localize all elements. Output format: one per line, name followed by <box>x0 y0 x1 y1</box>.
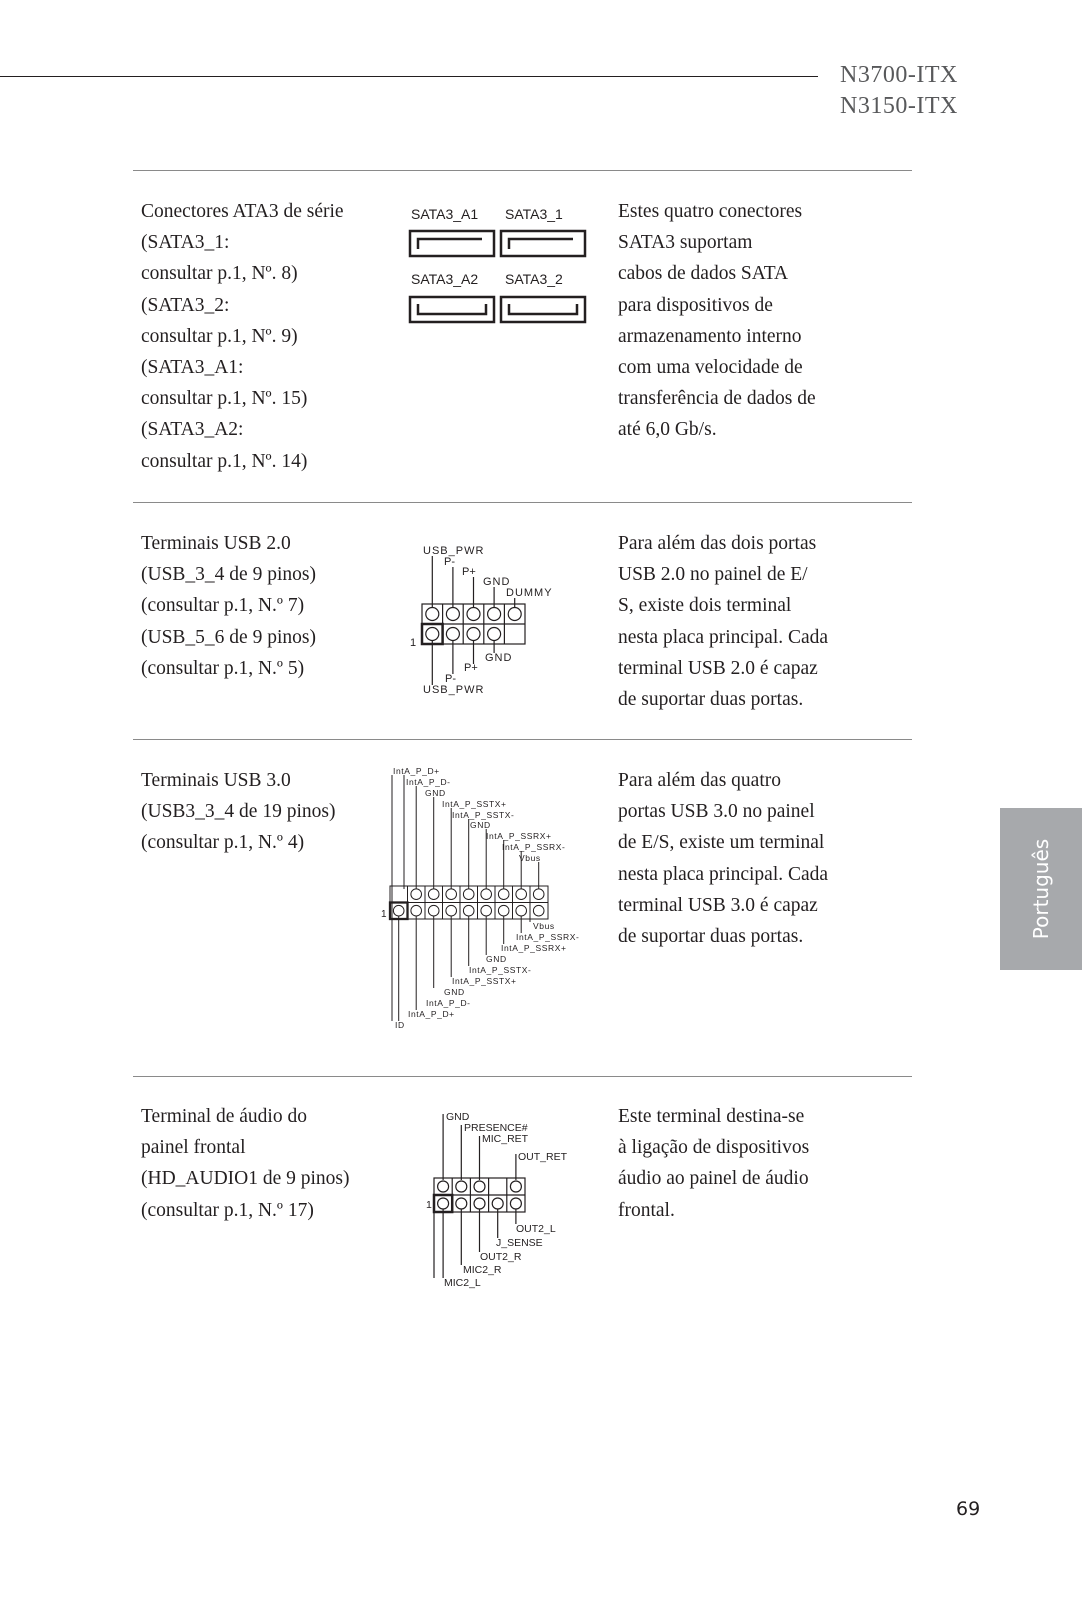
sata-2-connector <box>501 297 585 322</box>
usb2-label: P+ <box>462 566 476 578</box>
sata-a2-label: SATA3_A2 <box>411 271 479 287</box>
section-divider <box>133 502 912 503</box>
language-tab-label: Português <box>1029 838 1054 940</box>
language-tab <box>1000 808 1082 970</box>
header-rule <box>0 76 818 77</box>
sata-a1-label: SATA3_A1 <box>411 206 479 222</box>
sata-1-connector <box>501 231 585 256</box>
usb2-label: GND <box>483 576 511 588</box>
usb2-label: P+ <box>464 662 478 674</box>
usb2-title: Terminais USB 2.0 (USB_3_4 de 9 pinos) (consultar p.1, N.º 7) (USB_5_6 de 9 pinos) (consultar p.1, N.º 5) <box>141 533 316 679</box>
audio-label: GND <box>446 1111 470 1123</box>
usb2-header-diagram <box>400 540 560 704</box>
usb3-label: Vbus <box>519 853 541 863</box>
usb3-label: IntA_P_SSTX- <box>469 965 532 975</box>
pin1-label: 1 <box>381 909 387 920</box>
audio-label: MIC2_L <box>444 1277 481 1289</box>
audio-label: OUT_RET <box>518 1151 568 1163</box>
usb3-title: Terminais USB 3.0 (USB3_3_4 de 19 pinos) (consultar p.1, N.º 4) <box>141 770 336 854</box>
usb3-label: IntA_P_D+ <box>393 766 440 776</box>
usb3-label: GND <box>486 954 507 964</box>
usb2-label: USB_PWR <box>423 545 485 557</box>
usb3-label: IntA_P_D- <box>406 777 451 787</box>
audio-label: OUT2_R <box>480 1251 522 1263</box>
hd-audio-header-diagram <box>420 1108 580 1302</box>
usb3-label: GND <box>470 820 491 830</box>
usb3-label: IntA_P_SSRX+ <box>501 943 567 953</box>
audio-description: Este terminal destina-se à ligação de dispositivos áudio ao painel de áudio frontal. <box>618 1106 810 1221</box>
sata-a2-connector <box>410 297 494 322</box>
usb3-label: ID <box>395 1020 405 1030</box>
usb3-label: IntA_P_SSTX+ <box>452 976 517 986</box>
sata-a1-connector <box>410 231 494 256</box>
usb2-label: P- <box>444 556 455 568</box>
audio-label: MIC2_R <box>463 1264 502 1276</box>
sata-connectors-diagram <box>405 198 595 328</box>
usb3-header-diagram <box>378 765 588 1044</box>
page-number: 69 <box>956 1498 981 1520</box>
usb3-label: GND <box>444 987 465 997</box>
usb2-label: GND <box>485 652 513 664</box>
pin1-label: 1 <box>426 1199 432 1211</box>
sata-description: Estes quatro conectores SATA3 suportam cabos de dados SATA para dispositivos de armazenamento interno com uma velocidade de transferência de dados de até 6,0 Gb/s. <box>618 201 816 441</box>
usb3-label: IntA_P_SSRX+ <box>486 831 552 841</box>
usb2-label: DUMMY <box>506 587 553 599</box>
section-divider <box>133 1076 912 1077</box>
usb2-description: Para além das dois portas USB 2.0 no painel de E/ S, existe dois terminal nesta placa principal. Cada terminal USB 2.0 é capaz de suportar duas portas. <box>618 533 829 711</box>
usb3-label: Vbus <box>533 921 555 931</box>
sata-title: Conectores ATA3 de série (SATA3_1: consultar p.1, Nº. 8) (SATA3_2: consultar p.1, Nº. 9) (SATA3_A1: consultar p.1, Nº. 15) (SATA3_A2: consultar p.1, Nº. 14) <box>141 201 344 472</box>
model-name-1: N3700-ITX <box>840 62 958 88</box>
pin1-label: 1 <box>410 637 417 649</box>
usb3-label: IntA_P_SSRX- <box>516 932 580 942</box>
usb3-label: GND <box>425 788 446 798</box>
audio-label: J_SENSE <box>496 1237 543 1249</box>
usb2-label: USB_PWR <box>423 684 485 696</box>
audio-label: OUT2_L <box>516 1223 556 1235</box>
usb2-label: P- <box>445 673 456 685</box>
usb3-label: IntA_P_D- <box>426 998 471 1008</box>
audio-title: Terminal de áudio do painel frontal (HD_AUDIO1 de 9 pinos) (consultar p.1, N.º 17) <box>141 1106 350 1221</box>
usb3-label: IntA_P_SSRX- <box>502 842 566 852</box>
model-name-2: N3150-ITX <box>840 93 958 119</box>
audio-label: PRESENCE# <box>464 1122 528 1134</box>
usb3-description: Para além das quatro portas USB 3.0 no painel de E/S, existe um terminal nesta placa principal. Cada terminal USB 3.0 é capaz de suportar duas portas. <box>618 770 829 948</box>
usb3-label: IntA_P_SSTX+ <box>442 799 507 809</box>
sata-2-label: SATA3_2 <box>505 271 563 287</box>
section-divider <box>133 170 912 171</box>
sata-1-label: SATA3_1 <box>505 206 563 222</box>
section-divider <box>133 739 912 740</box>
usb3-label: IntA_P_D+ <box>408 1009 455 1019</box>
audio-label: MIC_RET <box>482 1133 529 1145</box>
usb3-label: IntA_P_SSTX- <box>452 810 515 820</box>
